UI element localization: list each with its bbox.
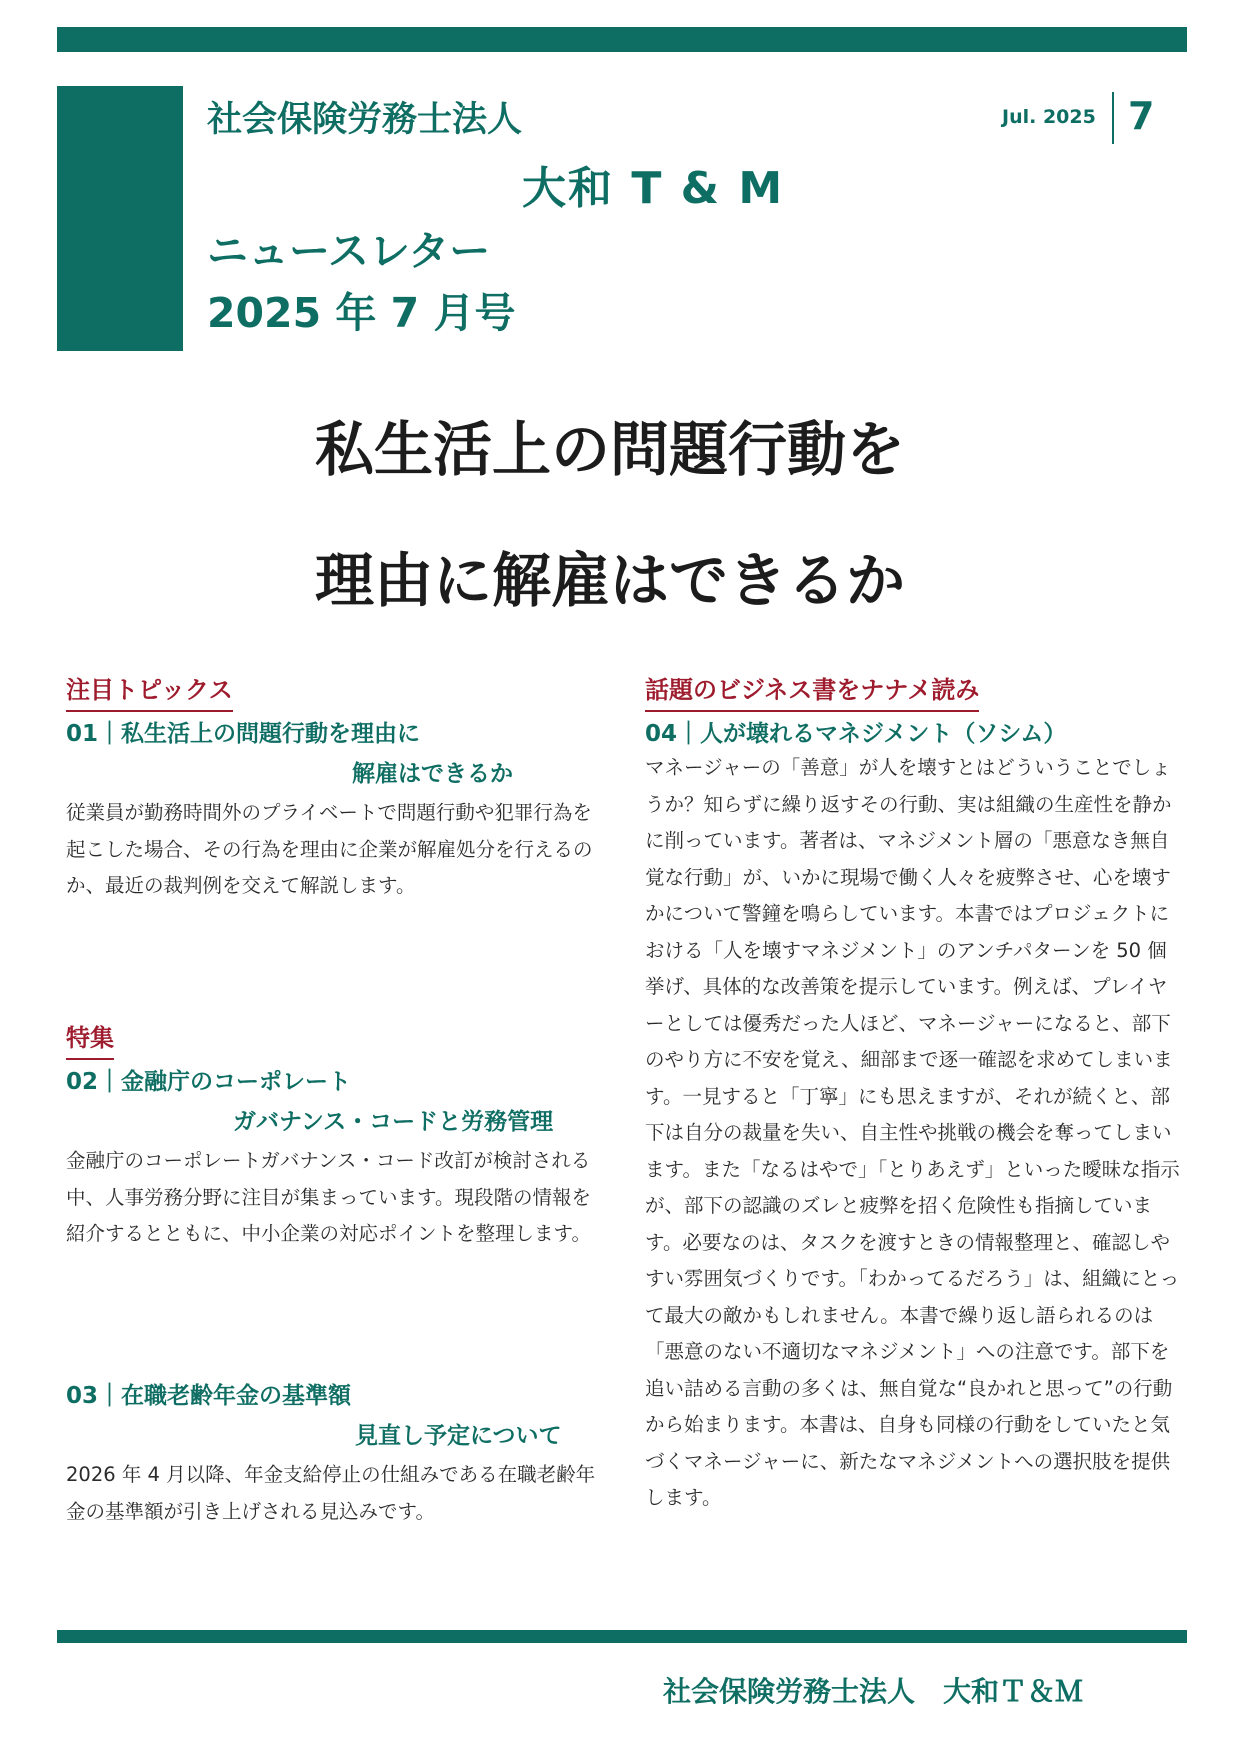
- item-04-body: マネージャーの「善意」が人を壊すとはどういうことでしょうか？知らずに繰り返すその行動、実は組織の生産性を静かに削っています。著者は、マネジメント層の「悪意なき無自覚な行動」が、いかに現場で働く人々を疲弊させ、心を壊すかについて警鐘を鳴らしています。本書ではプロジェクトにおける「人を壊すマネジメント」のアンチパターンを 50 個挙げ、具体的な改善策を提示しています。例えば、プレイヤーとしては優秀だった人ほど、マネージャーになると、部下のやり方に不安を覚え、細部まで逐一確認を求めてしまいます。一見すると「丁寧」にも思えますが、それが続くと、部下は自分の裁量を失い、自主性や挑戦の機会を奪ってしまいます。また「なるはやで」「とりあえず」といった曖昧な指示が、部下の認識のズレと疲弊を招く危険性も指摘しています。必要なのは、タスクを渡すときの情報整理と、確認しやすい雰囲気づくりです。「わかってるだろう」は、組織にとって最大の敵かもしれません。本書で繰り返し語られるのは「悪意のない不適切なマネジメント」への注意です。部下を追い詰める言動の多くは、無自覚な“良かれと思って”の行動から始まります。本書は、自身も同様の行動をしていたと気づくマネージャーに、新たなマネジメントへの選択肢を提供します。: [645, 756, 1180, 1509]
- header-accent-block: [57, 86, 183, 351]
- top-accent-bar: [57, 27, 1187, 52]
- item-01-body: 従業員が勤務時間外のプライベートで問題行動や犯罪行為を起こした場合、その行為を理由に企業が解雇処分を行えるのか、最近の裁判例を交えて解説します。: [66, 801, 593, 897]
- item-02-title-line-1: 02｜金融庁のコーポレート: [66, 1069, 352, 1095]
- issue-date: Jul. 2025: [1002, 106, 1096, 128]
- footer-org-name: 社会保険労務士法人 大和Ｔ＆Ｍ: [663, 1675, 1084, 1708]
- item-04-title: 04｜人が壊れるマネジメント（ソシム）: [645, 721, 1067, 747]
- item-02-title-line-2: ガバナンス・コードと労務管理: [233, 1109, 554, 1135]
- feature-heading: 特集: [66, 1018, 114, 1060]
- item-01-title-line-1: 01｜私生活上の問題行動を理由に: [66, 721, 421, 747]
- item-01-title-line-2: 解雇はできるか: [352, 761, 513, 787]
- org-type: 社会保険労務士法人: [207, 100, 523, 140]
- issue-label: 2025 年 7 月号: [207, 289, 516, 337]
- book-review-heading: 話題のビジネス書をナナメ読み: [645, 670, 979, 712]
- bottom-accent-bar: [57, 1630, 1187, 1643]
- org-name: 大和 T & M: [522, 163, 785, 214]
- item-02-body: 金融庁のコーポレートガバナンス・コード改訂が検討される中、人事労務分野に注目が集まっています。現段階の情報を紹介するとともに、中小企業の対応ポイントを整理します。: [66, 1149, 591, 1245]
- item-03-body: 2026 年 4 月以降、年金支給停止の仕組みである在職老齢年金の基準額が引き上げされる見込みです。: [66, 1463, 596, 1523]
- item-03-title-line-2: 見直し予定について: [355, 1423, 562, 1449]
- topics-heading: 注目トピックス: [66, 670, 233, 712]
- main-title-line-2: 理由に解雇はできるか: [314, 546, 905, 615]
- main-title-line-1: 私生活上の問題行動を: [314, 415, 905, 484]
- item-03-title-line-1: 03｜在職老齢年金の基準額: [66, 1383, 352, 1409]
- newsletter-label: ニュースレター: [207, 227, 491, 275]
- issue-number: 7: [1128, 94, 1155, 138]
- date-divider: [1112, 92, 1114, 144]
